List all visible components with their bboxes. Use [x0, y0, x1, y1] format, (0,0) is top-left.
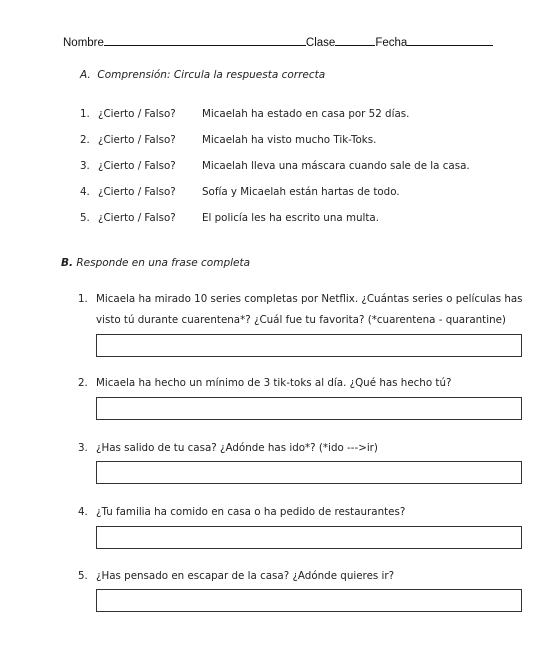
- section-a-heading: [80, 69, 325, 81]
- clase-field[interactable]: [335, 34, 375, 46]
- tf-statement: Micaelah ha visto mucho Tik-Toks.: [202, 134, 377, 146]
- tf-number: 2.: [80, 134, 90, 146]
- header-line: [63, 34, 493, 49]
- nombre-field[interactable]: [104, 34, 306, 46]
- answer-box-4[interactable]: [96, 526, 522, 549]
- question-number: 2.: [78, 377, 88, 389]
- question-text: Micaela ha mirado 10 series completas por Netflix. ¿Cuántas series o películas has: [96, 293, 523, 305]
- section-b-title: Responde en una frase completa: [76, 257, 251, 269]
- tf-choice[interactable]: ¿Cierto / Falso?: [98, 108, 176, 120]
- section-a-title: Comprensión: Circula la respuesta correcta: [97, 69, 326, 81]
- tf-statement: Micaelah ha estado en casa por 52 días.: [202, 108, 410, 120]
- tf-choice[interactable]: ¿Cierto / Falso?: [98, 134, 176, 146]
- tf-number: 3.: [80, 160, 90, 172]
- answer-box-3[interactable]: [96, 461, 522, 484]
- answer-box-1[interactable]: [96, 334, 522, 357]
- question-text: ¿Has pensado en escapar de la casa? ¿Adónde quieres ir?: [96, 570, 395, 582]
- question-number: 4.: [78, 506, 88, 518]
- section-b-heading: [61, 257, 250, 269]
- clase-label: Clase: [305, 37, 336, 49]
- tf-statement: El policía les ha escrito una multa.: [202, 212, 379, 224]
- question-text: Micaela ha hecho un mínimo de 3 tik-toks al día. ¿Qué has hecho tú?: [96, 377, 452, 389]
- tf-number: 4.: [80, 186, 90, 198]
- question-number: 1.: [78, 293, 88, 305]
- tf-number: 5.: [80, 212, 90, 224]
- section-a-letter: A.: [80, 69, 91, 81]
- answer-box-2[interactable]: [96, 397, 522, 420]
- nombre-label: Nombre: [63, 37, 104, 49]
- question-text-continued: visto tú durante cuarentena*? ¿Cuál fue tu favorita? (*cuarentena - quarantine): [96, 314, 506, 326]
- question-text: ¿Has salido de tu casa? ¿Adónde has ido*? (*ido --->ir): [96, 442, 378, 454]
- tf-statement: Sofía y Micaelah están hartas de todo.: [202, 186, 400, 198]
- question-number: 3.: [78, 442, 88, 454]
- question-number: 5.: [78, 570, 88, 582]
- tf-choice[interactable]: ¿Cierto / Falso?: [98, 212, 176, 224]
- fecha-field[interactable]: [407, 34, 493, 46]
- tf-choice[interactable]: ¿Cierto / Falso?: [98, 186, 176, 198]
- tf-statement: Micaelah lleva una máscara cuando sale de la casa.: [202, 160, 470, 172]
- tf-number: 1.: [80, 108, 90, 120]
- fecha-label: Fecha: [375, 37, 408, 49]
- section-b-letter: B.: [61, 257, 73, 269]
- tf-choice[interactable]: ¿Cierto / Falso?: [98, 160, 176, 172]
- answer-box-5[interactable]: [96, 589, 522, 612]
- question-text: ¿Tu familia ha comido en casa o ha pedido de restaurantes?: [96, 506, 406, 518]
